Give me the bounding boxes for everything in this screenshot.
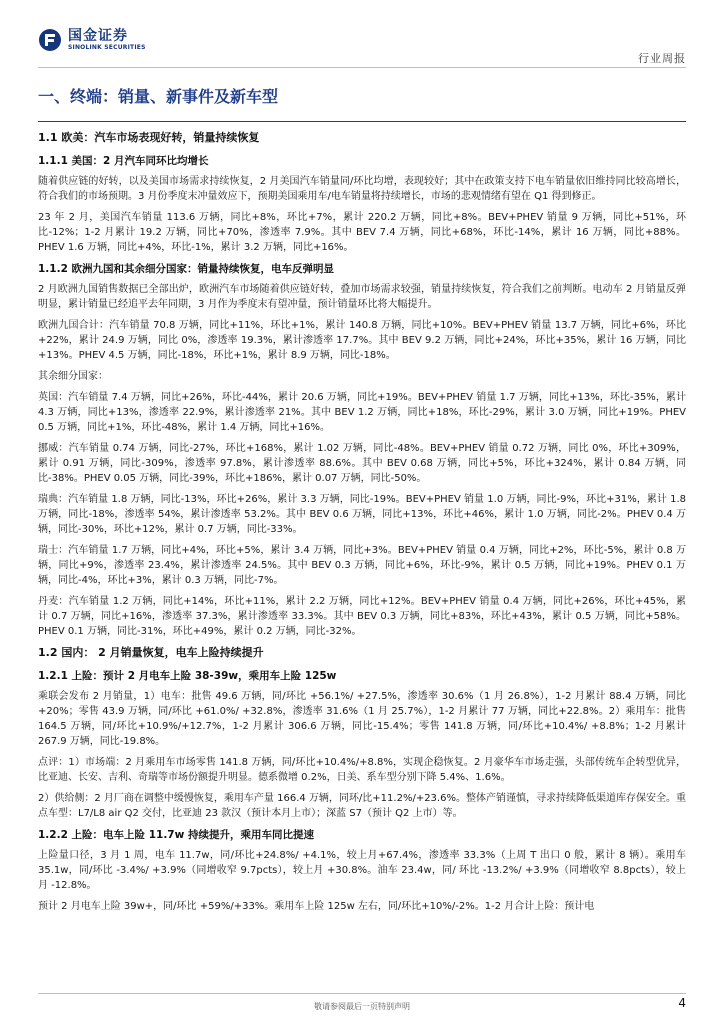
footer-disclaimer: 敬请参阅最后一页特别声明 bbox=[314, 1002, 410, 1011]
body-paragraph: 上险量口径，3 月 1 周，电车 11.7w，同/环比+24.8%/ +4.1%，较上月+67.4%，渗透率 33.3%（上周 T 出口 0 般，累计 8 辆）。乘用车 35.1w，同/环比 -3.4%/ +3.9%（同增收窄 9.7pcts），较上月 +30.8%。油车 23.4w，同/ 环比 -13.2%/ +3.9%（同增收窄 8.8pcts），较上月 -12.8%。 bbox=[38, 850, 686, 891]
sub-subsection-heading: 1.2.2 上险：电车上险 11.7w 持续提升，乘用车同比提速 bbox=[38, 829, 314, 841]
logo-english-name: SINOLINK SECURITIES bbox=[68, 43, 146, 51]
body-paragraph: 丹麦：汽车销量 1.2 万辆，同比+14%，环比+11%，累计 2.2 万辆，同比+12%。BEV+PHEV 销量 0.4 万辆，同比+26%，环比+45%，累计 0.7 万辆，同比+16%，渗透率 37.3%，累计渗透率 33.3%。其中 BEV 0.3 万辆，同比+83%，环比+43%，累计 0.5 万辆，同比+58%。PHEV 0.1 万辆，同比-31%，环比+49%，累计 0.2 万辆，同比-32%。 bbox=[38, 596, 686, 637]
sub-subsection-heading: 1.2.1 上险：预计 2 月电车上险 38-39w，乘用车上险 125w bbox=[38, 670, 337, 682]
section-title: 一、终端：销量、新事件及新车型 bbox=[38, 87, 279, 106]
body-paragraph: 预计 2 月电车上险 39w+，同/环比 +59%/+33%。乘用车上险 125w 左右，同/环比+10%/-2%。1-2 月合计上险：预计电 bbox=[38, 901, 595, 912]
body-paragraph: 点评：1）市场端：2 月乘用车市场零售 141.8 万辆，同/环比+10.4%/+8.8%，实现企稳恢复。2 月豪华车市场走强，头部传统车企转型优异，比亚迪、长安、吉利、奇瑞等市场份额提升明显。德系微增 0.2%，日美、系车型分别下降 5.4%、1.6%。 bbox=[38, 757, 686, 783]
section-title-underline bbox=[38, 121, 686, 122]
body-paragraph: 2）供给侧：2 月厂商在调整中缓慢恢复，乘用车产量 166.4 万辆，同环/比+11.2%/+23.6%。整体产销谨慎，寻求持续降低渠道库存保安全。重点车型：L7/L8 air Q2 交付，比亚迪 23 款汉（预计本月上市）；深蓝 S7（预计 Q2 上市）等。 bbox=[38, 793, 686, 819]
body-paragraph: 瑞典：汽车销量 1.8 万辆，同比-13%，环比+26%，累计 3.3 万辆，同比-19%。BEV+PHEV 销量 1.0 万辆，同比-9%，环比+31%，累计 1.8 万辆，同比-18%，渗透率 54%，累计渗透率 53.2%。其中 BEV 0.6 万辆，同比+13%，环比+46%，累计 1.0 万辆，同比-2%。PHEV 0.4 万辆，同比-30%，环比+12%，累计 0.7 万辆，同比-33%。 bbox=[38, 494, 686, 535]
body-paragraph: 瑞士：汽车销量 1.7 万辆，同比+4%，环比+5%，累计 3.4 万辆，同比+3%。BEV+PHEV 销量 0.4 万辆，同比+2%，环比-5%，累计 0.8 万辆，同比+9%，渗透率 23.4%，累计渗透率 24.5%。其中 BEV 0.3 万辆，同比+6%，环比-9%，累计 0.5 万辆，同比+19%。PHEV 0.1 万辆，同比-4%，环比+3%，累计 0.3 万辆，同比-7%。 bbox=[38, 545, 686, 586]
body-paragraph: 其余细分国家： bbox=[38, 371, 108, 382]
body-paragraph: 随着供应链的好转，以及美国市场需求持续恢复，2 月美国汽车销量同/环比均增，表现较好；其中在政策支持下电车销量依旧维持同比较高增长，符合我们的市场预期。3 月份季度末冲量效应下，预期美国乘用车/电车销量将持续增长，市场的悲观情绪有望在 Q1 得到修正。 bbox=[38, 176, 686, 202]
paragraph-list bbox=[38, 130, 686, 914]
body-paragraph: 欧洲九国合计：汽车销量 70.8 万辆，同比+11%，环比+1%，累计 140.8 万辆，同比+10%。BEV+PHEV 销量 13.7 万辆，同比+6%，环比+22%，累计 24.9 万辆，同比 0%，渗透率 19.3%，累计渗透率 17.7%。其中 BEV 9.2 万辆，同比+24%，环比+35%，累计 16 万辆，同比+13%。PHEV 4.5 万辆，同比-18%，环比+1%，累计 8.9 万辆，同比-18%。 bbox=[38, 320, 686, 361]
footer-divider bbox=[38, 993, 686, 994]
body-paragraph: 23 年 2 月，美国汽车销量 113.6 万辆，同比+8%，环比+7%，累计 220.2 万辆，同比+8%。BEV+PHEV 销量 9 万辆，同比+51%，环比-12%；1-2 月累计 19.2 万辆，同比+70%，渗透率 7.9%。其中 BEV 7.4 万辆，同比+68%，环比-14%，累计 16 万辆，同比+88%。PHEV 1.6 万辆，同比+4%，环比-1%，累计 3.2 万辆，同比+16%。 bbox=[38, 212, 686, 253]
logo-chinese-name: 国金证券 bbox=[68, 27, 128, 44]
subsection-heading: 1.1 欧美：汽车市场表现好转，销量持续恢复 bbox=[38, 131, 260, 144]
body-paragraph: 2 月欧洲九国销售数据已全部出炉，欧洲汽车市场随着供应链好转，叠加市场需求较强，销量持续恢复，符合我们之前判断。电动车 2 月销量反弹明显，累计销量已经追平去年同期，3 月作为季度末有望冲量，预计销量环比将大幅提升。 bbox=[38, 284, 686, 310]
subsection-heading: 1.2 国内： 2 月销量恢复，电车上险持续提升 bbox=[38, 646, 264, 659]
sub-subsection-heading: 1.1.2 欧洲九国和其余细分国家：销量持续恢复，电车反弹明显 bbox=[38, 263, 335, 275]
body-paragraph: 挪威：汽车销量 0.74 万辆，同比-27%，环比+168%，累计 1.02 万辆，同比-48%。BEV+PHEV 销量 0.72 万辆，同比 0%，环比+309%，累计 0.91 万辆，同比-309%，渗透率 97.8%，累计渗透率 88.6%。其中 BEV 0.68 万辆，同比+5%，环比+324%，累计 0.84 万辆，同比-38%。PHEV 0.05 万辆，同比-39%，环比+186%，累计 0.07 万辆，同比-50%。 bbox=[38, 443, 686, 484]
page-header bbox=[0, 0, 724, 72]
sinolink-logo-icon bbox=[38, 28, 62, 52]
page-number: 4 bbox=[678, 996, 686, 1010]
company-logo bbox=[38, 28, 146, 52]
body-paragraph: 乘联会发布 2 月销量，1）电车：批售 49.6 万辆，同/环比 +56.1%/ +27.5%，渗透率 30.6%（1 月 26.8%），1-2 月累计 88.4 万辆，同比+20%；零售 43.9 万辆，同/环比 +61.0%/ +32.8%，渗透率 31.6%（1 月 25.7%），1-2 月累计 77 万辆，同比+22.8%。2）乘用车：批售 164.5 万辆，同/环比+10.9%/+12.7%，1-2 月累计 306.6 万辆，同比-15.4%；零售 141.8 万辆，同/环比+10.4%/ +8.8%；1-2 月累计 267.9 万辆，同比-19.8%。 bbox=[38, 691, 686, 747]
header-divider bbox=[38, 67, 686, 68]
body-paragraph: 英国：汽车销量 7.4 万辆，同比+26%，环比-44%，累计 20.6 万辆，同比+19%。BEV+PHEV 销量 1.7 万辆，同比+13%，环比-35%，累计 4.3 万辆，同比+13%，渗透率 22.9%，累计渗透率 21%。其中 BEV 1.2 万辆，同比+18%，环比-29%，累计 3.0 万辆，同比+19%。PHEV 0.5 万辆，同比+1%，环比-48%，累计 1.4 万辆，同比+16%。 bbox=[38, 392, 686, 433]
sub-subsection-heading: 1.1.1 美国：2 月汽车同环比均增长 bbox=[38, 155, 209, 167]
report-body bbox=[38, 86, 686, 920]
report-type-label: 行业周报 bbox=[638, 52, 686, 65]
